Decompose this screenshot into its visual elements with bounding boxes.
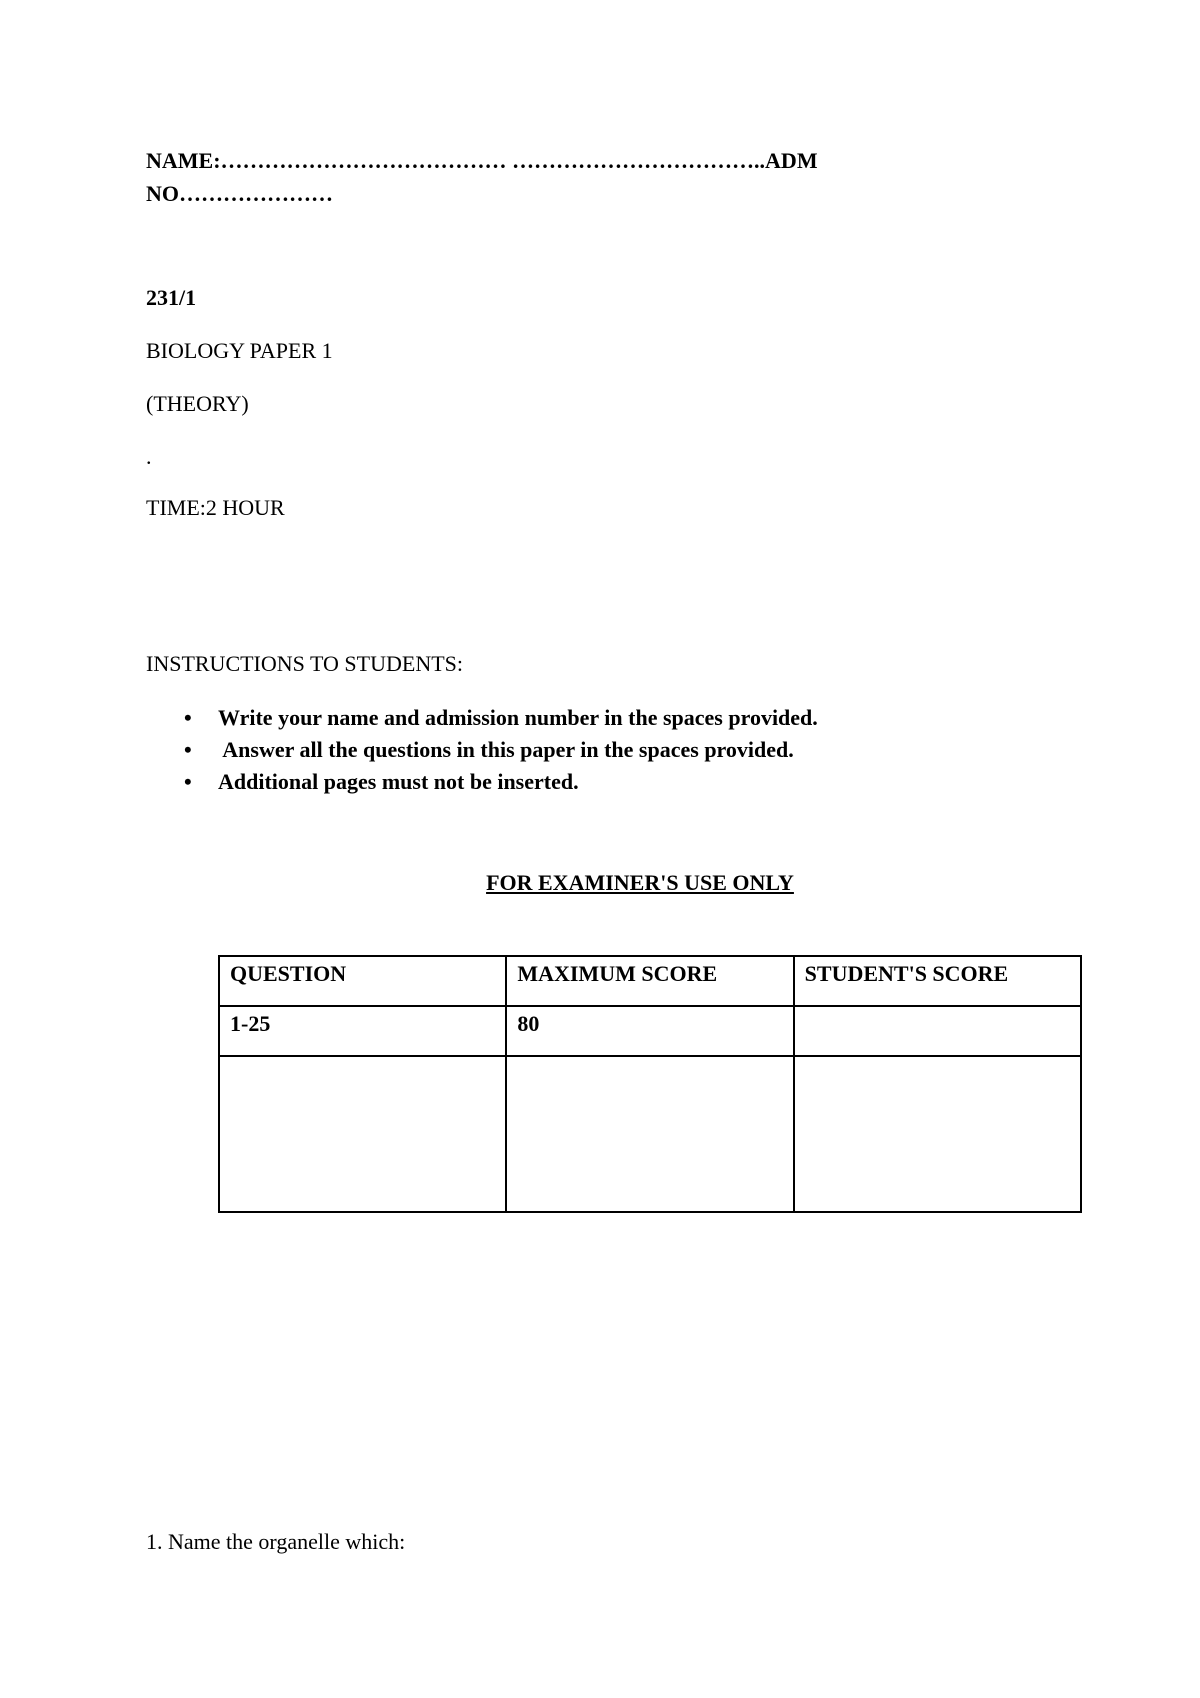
instruction-text: Answer all the questions in this paper in the spaces provided.	[218, 737, 794, 762]
cell-question: 1-25	[219, 1006, 506, 1056]
header-question: QUESTION	[219, 956, 506, 1006]
table-row	[219, 1056, 1081, 1212]
paper-type: (THEORY)	[146, 391, 249, 416]
paper-code: 231/1	[146, 285, 197, 310]
cell-students-score[interactable]	[794, 1006, 1081, 1056]
cell-maximum-score: 80	[506, 1006, 793, 1056]
table-row	[219, 1006, 1081, 1056]
cell-maximum-score	[506, 1056, 793, 1212]
instruction-item	[180, 734, 818, 766]
score-table	[218, 955, 1082, 1213]
bullet-icon: •	[184, 705, 192, 730]
paper-dot: .	[146, 444, 152, 469]
examiner-heading: FOR EXAMINER'S USE ONLY	[486, 870, 794, 895]
name-line-2: NO…………………	[146, 181, 333, 206]
instructions-list	[180, 702, 818, 798]
instruction-item	[180, 766, 818, 798]
instruction-item	[180, 702, 818, 734]
paper-title: BIOLOGY PAPER 1	[146, 338, 333, 363]
cell-students-score[interactable]	[794, 1056, 1081, 1212]
header-maximum-score: MAXIMUM SCORE	[506, 956, 793, 1006]
name-line-1: NAME:………………………………… ……………………………..ADM	[146, 148, 818, 173]
instruction-text: Additional pages must not be inserted.	[218, 769, 579, 794]
bullet-icon: •	[184, 769, 192, 794]
bullet-icon: •	[184, 737, 192, 762]
table-header-row	[219, 956, 1081, 1006]
cell-question	[219, 1056, 506, 1212]
paper-time: TIME:2 HOUR	[146, 495, 285, 520]
question-1: 1. Name the organelle which:	[146, 1529, 406, 1554]
header-students-score: STUDENT'S SCORE	[794, 956, 1081, 1006]
instructions-heading: INSTRUCTIONS TO STUDENTS:	[146, 651, 463, 676]
instruction-text: Write your name and admission number in the spaces provided.	[218, 705, 818, 730]
